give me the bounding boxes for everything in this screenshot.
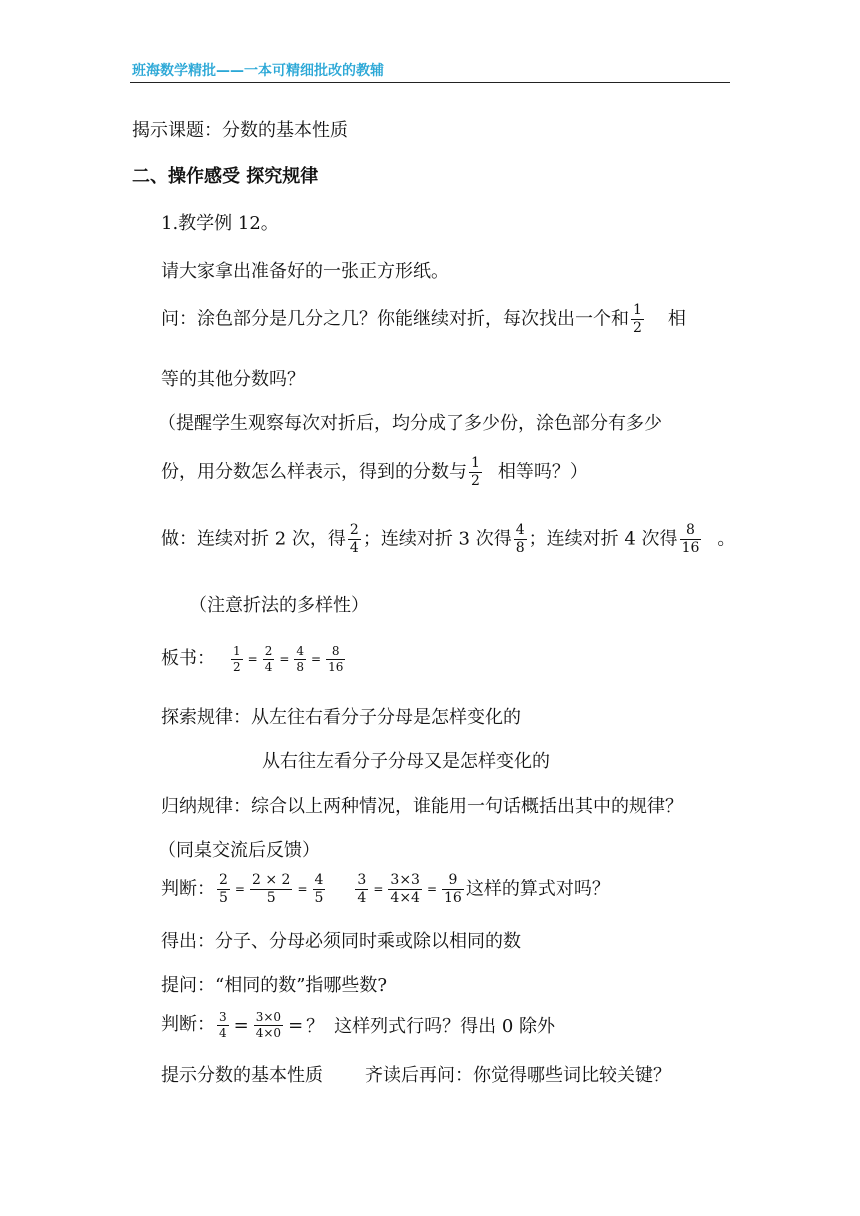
explore-line: 探索规律：从左往右看分子分母是怎样变化的 — [161, 707, 521, 728]
fraction-2-4 — [263, 644, 275, 674]
fraction-numerator: 8 — [331, 644, 340, 659]
fraction-numerator: 4 — [296, 644, 305, 659]
do-text-a: 做：连续对折 2 次，得 — [161, 528, 346, 550]
fraction-denominator: 4×0 — [255, 1025, 282, 1040]
question-mark: ？ — [306, 1016, 325, 1037]
equals-sign: = — [247, 652, 258, 666]
question-text: 问：涂色部分是几分之几？你能继续对折，每次找出一个和 — [161, 308, 629, 330]
fraction-3-4 — [217, 1010, 229, 1040]
fraction-denominator: 5 — [250, 889, 292, 907]
fraction-numerator: 3×3 — [390, 872, 420, 888]
fraction-denominator: 5 — [314, 889, 324, 906]
fraction-denominator: 16 — [328, 659, 344, 674]
fraction-denominator: 5 — [219, 889, 228, 906]
fraction-2x2-5 — [250, 872, 292, 907]
fraction-numerator: 1 — [633, 302, 642, 318]
fraction-numerator: 3 — [219, 1010, 227, 1025]
fraction-half — [231, 644, 243, 674]
fraction-denominator: 16 — [444, 889, 462, 906]
feedback-line: （同桌交流后反馈） — [158, 840, 320, 861]
fraction-denominator: 4 — [264, 659, 273, 674]
fraction-numerator: 3 — [357, 872, 367, 888]
fraction-numerator: 2 × 2 — [251, 872, 291, 888]
fraction-denominator: 16 — [681, 539, 700, 556]
judge2-label: 判断： — [161, 1014, 215, 1035]
equals-sign: = — [233, 1014, 249, 1036]
fraction-numerator: 3×0 — [255, 1010, 282, 1025]
section-heading: 二、操作感受 探究规律 — [132, 166, 319, 187]
fraction-8-16 — [680, 522, 702, 557]
ask-same-line: 提问：“相同的数”指哪些数? — [161, 975, 388, 996]
header-rule — [130, 82, 730, 83]
fraction-numerator: 8 — [686, 522, 695, 538]
fraction-half — [469, 455, 482, 490]
fraction-denominator: 4 — [349, 539, 359, 556]
fraction-denominator: 2 — [633, 319, 642, 336]
final-text-a: 提示分数的基本性质 — [161, 1065, 323, 1086]
fraction-numerator: 2 — [264, 644, 273, 659]
final-text-b: 齐读后再问：你觉得哪些词比较关键？ — [365, 1065, 671, 1086]
fraction-3-4 — [355, 872, 368, 907]
fraction-numerator: 2 — [219, 872, 228, 888]
fraction-4-8 — [294, 644, 306, 674]
fold-note: （注意折法的多样性） — [189, 595, 369, 616]
fraction-3x3-4x4 — [388, 872, 422, 907]
topic-line: 揭示课题：分数的基本性质 — [132, 120, 348, 141]
equals-sign: = — [297, 882, 308, 897]
take-paper-line: 请大家拿出准备好的一张正方形纸。 — [161, 261, 449, 282]
fraction-4-5 — [313, 872, 326, 907]
board-line — [161, 644, 347, 674]
judge-label: 判断： — [161, 878, 215, 900]
fraction-3x0-4x0 — [254, 1010, 283, 1040]
hint-line-2 — [161, 455, 588, 490]
page-header: 班海数学精批——一本可精细批改的教辅 — [132, 63, 384, 79]
induce-line: 归纳规律：综合以上两种情况，谁能用一句话概括出其中的规律？ — [161, 796, 683, 817]
judge-question: 这样的算式对吗？ — [465, 878, 610, 900]
hint-suffix: 相等吗？） — [497, 461, 588, 483]
example-line: 1.教学例 12。 — [161, 213, 279, 234]
question-line-2: 等的其他分数吗？ — [161, 369, 305, 390]
explore-line-2: 从右往左看分子分母又是怎样变化的 — [262, 751, 550, 772]
fraction-denominator: 8 — [296, 659, 305, 674]
fraction-denominator: 2 — [233, 659, 241, 674]
fraction-denominator: 4×4 — [390, 889, 420, 906]
fraction-4-8 — [514, 522, 527, 557]
judge-line — [161, 872, 610, 907]
equals-sign: = — [373, 882, 384, 897]
do-text-b: ；连续对折 3 次得 — [362, 528, 512, 550]
conclude-line: 得出：分子、分母必须同时乘或除以相同的数 — [161, 931, 521, 952]
fraction-half — [631, 302, 644, 337]
fraction-2-4 — [348, 522, 361, 557]
hint-text: 份，用分数怎么样表示，得到的分数与 — [161, 461, 467, 483]
question-line — [161, 302, 686, 337]
fraction-denominator: 4 — [219, 1025, 227, 1040]
fraction-numerator: 1 — [233, 644, 241, 659]
equals-sign: = — [288, 1014, 304, 1036]
fraction-denominator: 8 — [515, 539, 525, 556]
equals-sign: = — [311, 652, 322, 666]
board-label: 板书： — [161, 648, 215, 669]
fraction-numerator: 4 — [515, 522, 525, 538]
judge2-text: 这样列式行吗？得出 0 除外 — [334, 1016, 556, 1037]
fraction-denominator: 4 — [357, 889, 367, 906]
fraction-8-16 — [326, 644, 345, 674]
fraction-numerator: 1 — [471, 455, 480, 471]
judge2-line — [161, 1010, 555, 1040]
fraction-numerator: 4 — [314, 872, 324, 888]
hint-line-1: （提醒学生观察每次对折后，均分成了多少份，涂色部分有多少 — [158, 413, 662, 434]
equals-sign: = — [279, 652, 290, 666]
final-line — [161, 1061, 671, 1087]
fraction-numerator: 2 — [349, 522, 359, 538]
fraction-2-5 — [217, 872, 230, 907]
equals-sign: = — [234, 882, 245, 897]
do-end: 。 — [717, 528, 736, 550]
fraction-denominator: 2 — [471, 472, 480, 489]
question-suffix: 相 — [667, 308, 686, 330]
do-text-c: ；连续对折 4 次得 — [528, 528, 678, 550]
fraction-9-16 — [442, 872, 464, 907]
do-line — [161, 522, 735, 557]
equals-sign: = — [426, 882, 438, 897]
fraction-numerator: 9 — [448, 872, 458, 888]
